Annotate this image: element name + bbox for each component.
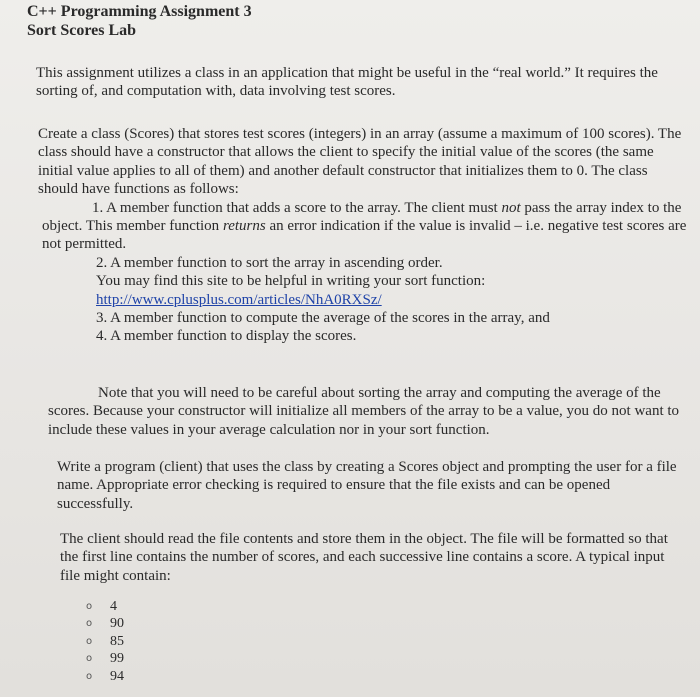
note-paragraph: Note that you will need to be careful about sorting the array and computing the average of the scores. Because your constructor will initialize all members of the array to be a value, you do not want to include these values in your average calculation nor in your sort function. <box>48 385 680 438</box>
file-line: 90 <box>110 616 124 632</box>
item2-note: You may find this site to be helpful in writing your sort function: <box>96 273 486 290</box>
item1-not: not <box>501 199 521 216</box>
list-item <box>86 598 124 615</box>
list-item-4: 4. A member function to display the scores. <box>96 328 357 345</box>
item1-returns: returns <box>222 218 266 235</box>
list-item <box>86 615 124 632</box>
file-line: 94 <box>110 668 124 684</box>
assignment-title: C++ Programming Assignment 3 <box>27 3 252 20</box>
intro-paragraph: This assignment utilizes a class in an application that might be useful in the “real world.” It requires the sorting of, and computation with, data involving test scores. <box>36 65 658 100</box>
item1-text-c: an error indication if the value is invalid – i.e. negative test scores are not permitted. <box>42 218 687 253</box>
list-item <box>86 668 124 685</box>
file-line: 4 <box>110 599 117 614</box>
bullet-icon: o <box>86 601 93 612</box>
item1-text-a: 1. A member function that adds a score to the array. The client must <box>92 199 502 216</box>
list-item <box>86 633 124 650</box>
file-line: 85 <box>110 633 124 649</box>
list-item-3: 3. A member function to compute the average of the scores in the array, and <box>96 310 550 327</box>
list-item <box>86 650 124 667</box>
list-item-1 <box>38 199 688 254</box>
sort-reference-link[interactable]: http://www.cplusplus.com/articles/NhA0RXSz/ <box>96 291 382 308</box>
bullet-icon: o <box>86 653 93 665</box>
client-paragraph: The client should read the file contents and store them in the object. The file will be formatted so that the first line contains the number of scores, and each successive line contains a score. A typical input file might contain: <box>60 531 668 584</box>
spec-paragraph: Create a class (Scores) that stores test scores (integers) in an array (assume a maximum of 100 scores). The class should have a constructor that allows the client to specify the initial value of the scores (the same initial value applies to all of them) and another default constructor that initializes them to 0. The class should have functions as follows: <box>38 126 682 198</box>
assignment-subtitle: Sort Scores Lab <box>27 22 137 39</box>
bullet-icon: o <box>86 635 93 647</box>
file-line: 99 <box>110 651 124 667</box>
input-file-list <box>86 598 124 685</box>
list-item-2 <box>38 254 688 346</box>
spec-section <box>38 125 688 346</box>
item1-text-b: pass the array index to the object. This member function <box>42 199 682 235</box>
item2-text: 2. A member function to sort the array in ascending order. <box>96 254 443 271</box>
bullet-icon: o <box>86 670 93 682</box>
bullet-icon: o <box>86 618 93 630</box>
program-paragraph: Write a program (client) that uses the class by creating a Scores object and prompting the user for a file name. Appropriate error checking is required to ensure that the file exists and can be opened successfully. <box>57 459 677 512</box>
